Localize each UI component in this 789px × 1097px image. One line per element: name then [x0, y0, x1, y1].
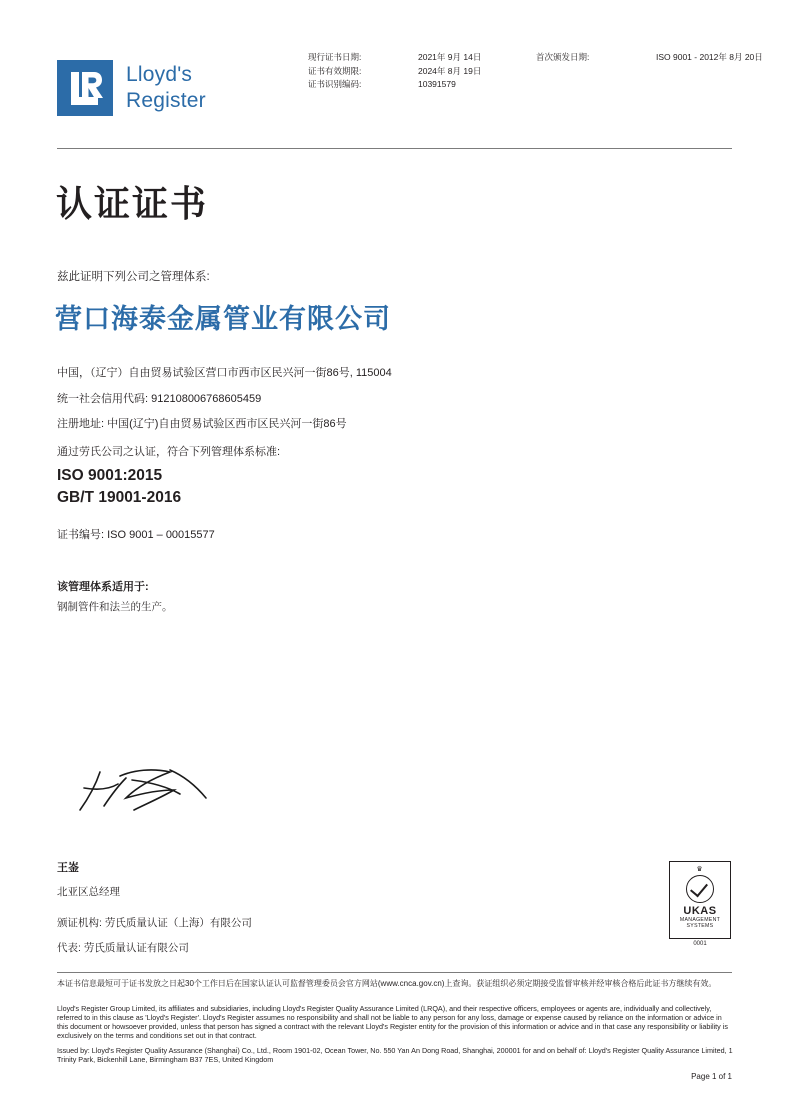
ukas-number: 0001 — [693, 941, 707, 947]
standard-gbt19001: GB/T 19001-2016 — [57, 489, 182, 506]
meta-row — [308, 65, 763, 79]
scope-heading: 该管理体系适用于: — [57, 581, 149, 593]
certificate-meta — [308, 51, 763, 92]
registered-address: 注册地址: 中国(辽宁)自由贸易试验区西市区民兴河一街86号 — [57, 418, 347, 430]
ukas-subtext-line1: MANAGEMENT — [679, 917, 721, 923]
ukas-subtext-line2: SYSTEMS — [686, 923, 714, 929]
expiry-date-label: 证书有效期限: — [308, 65, 362, 76]
footer-issued-by-paragraph: Issued by: Lloyd's Register Quality Assurance (Shanghai) Co., Ltd., Room 1901-02, Ocean Tower, No. 550 Yan An Dong Road, Shanghai, 200001 for and on behalf of: Lloyd's Register Quality Assurance Limited, 1 Trinity Park, Bickenhill Lane, Birmingham B37 7ES, United Kingdom — [57, 1046, 733, 1065]
standard-iso9001: ISO 9001:2015 — [57, 467, 163, 484]
on-behalf-of: 代表: 劳氏质量认证有限公司 — [57, 942, 189, 954]
lloyds-register-logo — [57, 60, 206, 116]
current-issue-date-label: 现行证书日期: — [308, 52, 362, 62]
first-issue-date-value: ISO 9001 - 2012年 8月 20日 — [656, 52, 763, 62]
expiry-date-value: 2024年 8月 19日 — [418, 65, 482, 76]
footer-disclaimer-paragraph: Lloyd's Register Group Limited, its affiliates and subsidiaries, including Lloyd's Register Quality Assurance Limited (LRQA), and their respective officers, employees or agents are, individually and collectively, referred to in this clause as 'Lloyd's Register'. Lloyd's Register assumes no responsibility and shall not be liable to any person for any loss, damage or expense caused by reliance on the information or advice in this document or howsoever provided, unless that person has signed a contract with the relevant Lloyd's Register entity for the provision of this information or advice and in that case any responsibility or liability is exclusively on the terms and conditions set out in that contract. — [57, 1004, 728, 1041]
issuing-body: 颁证机构: 劳氏质量认证（上海）有限公司 — [57, 917, 252, 929]
company-name: 营口海泰金属管业有限公司 — [55, 304, 391, 334]
footer-english-disclaimer — [57, 1004, 733, 1071]
company-address: 中国，（辽宁）自由贸易试验区营口市西市区民兴河一街86号, 115004 — [57, 367, 392, 379]
page-number: Page 1 of 1 — [691, 1072, 732, 1081]
logo-wordmark-line2: Register — [126, 89, 206, 112]
scope-text: 钢制管件和法兰的生产。 — [57, 601, 173, 613]
footer-chinese-note: 本证书信息最短可于证书发放之日起30个工作日后在国家认证认可监督管理委员会官方网站(www.cnca.gov.cn)上查询。获证组织必须定期接受监督审核并经审核合格后此证书方继续有效。 — [57, 979, 717, 988]
certificate-number: 证书编号: ISO 9001 – 00015577 — [57, 529, 215, 541]
check-circle-icon — [686, 875, 714, 903]
certificate-identity-value: 10391579 — [418, 79, 456, 90]
approval-statement: 通过劳氏公司之认证，符合下列管理体系标准: — [57, 446, 281, 458]
unified-credit-code: 统一社会信用代码: 912108006768605459 — [57, 393, 262, 405]
ukas-subtext — [670, 917, 730, 929]
meta-row — [308, 51, 763, 65]
footer-divider — [57, 972, 732, 973]
signatory-role: 北亚区总经理 — [57, 886, 120, 898]
logo-wordmark-line1: Lloyd's — [126, 63, 193, 86]
header-divider — [57, 148, 732, 149]
crown-icon: ♛ — [696, 866, 704, 873]
intro-text: 兹此证明下列公司之管理体系: — [57, 271, 210, 283]
document-header — [0, 46, 789, 142]
ukas-wordmark: UKAS — [683, 905, 717, 917]
meta-row — [308, 78, 763, 92]
signatory-name: 王崟 — [57, 862, 79, 874]
ukas-accreditation-mark — [669, 861, 731, 939]
current-issue-date-value: 2021年 9月 14日 — [418, 52, 482, 62]
certificate-identity-label: 证书识别编码: — [308, 79, 362, 90]
lr-monogram-icon — [57, 60, 113, 116]
logo-wordmark — [126, 62, 206, 114]
handwritten-signature — [74, 760, 224, 820]
first-issue-date-label: 首次颁发日期: — [536, 52, 590, 62]
page-title: 认证证书 — [56, 183, 209, 224]
